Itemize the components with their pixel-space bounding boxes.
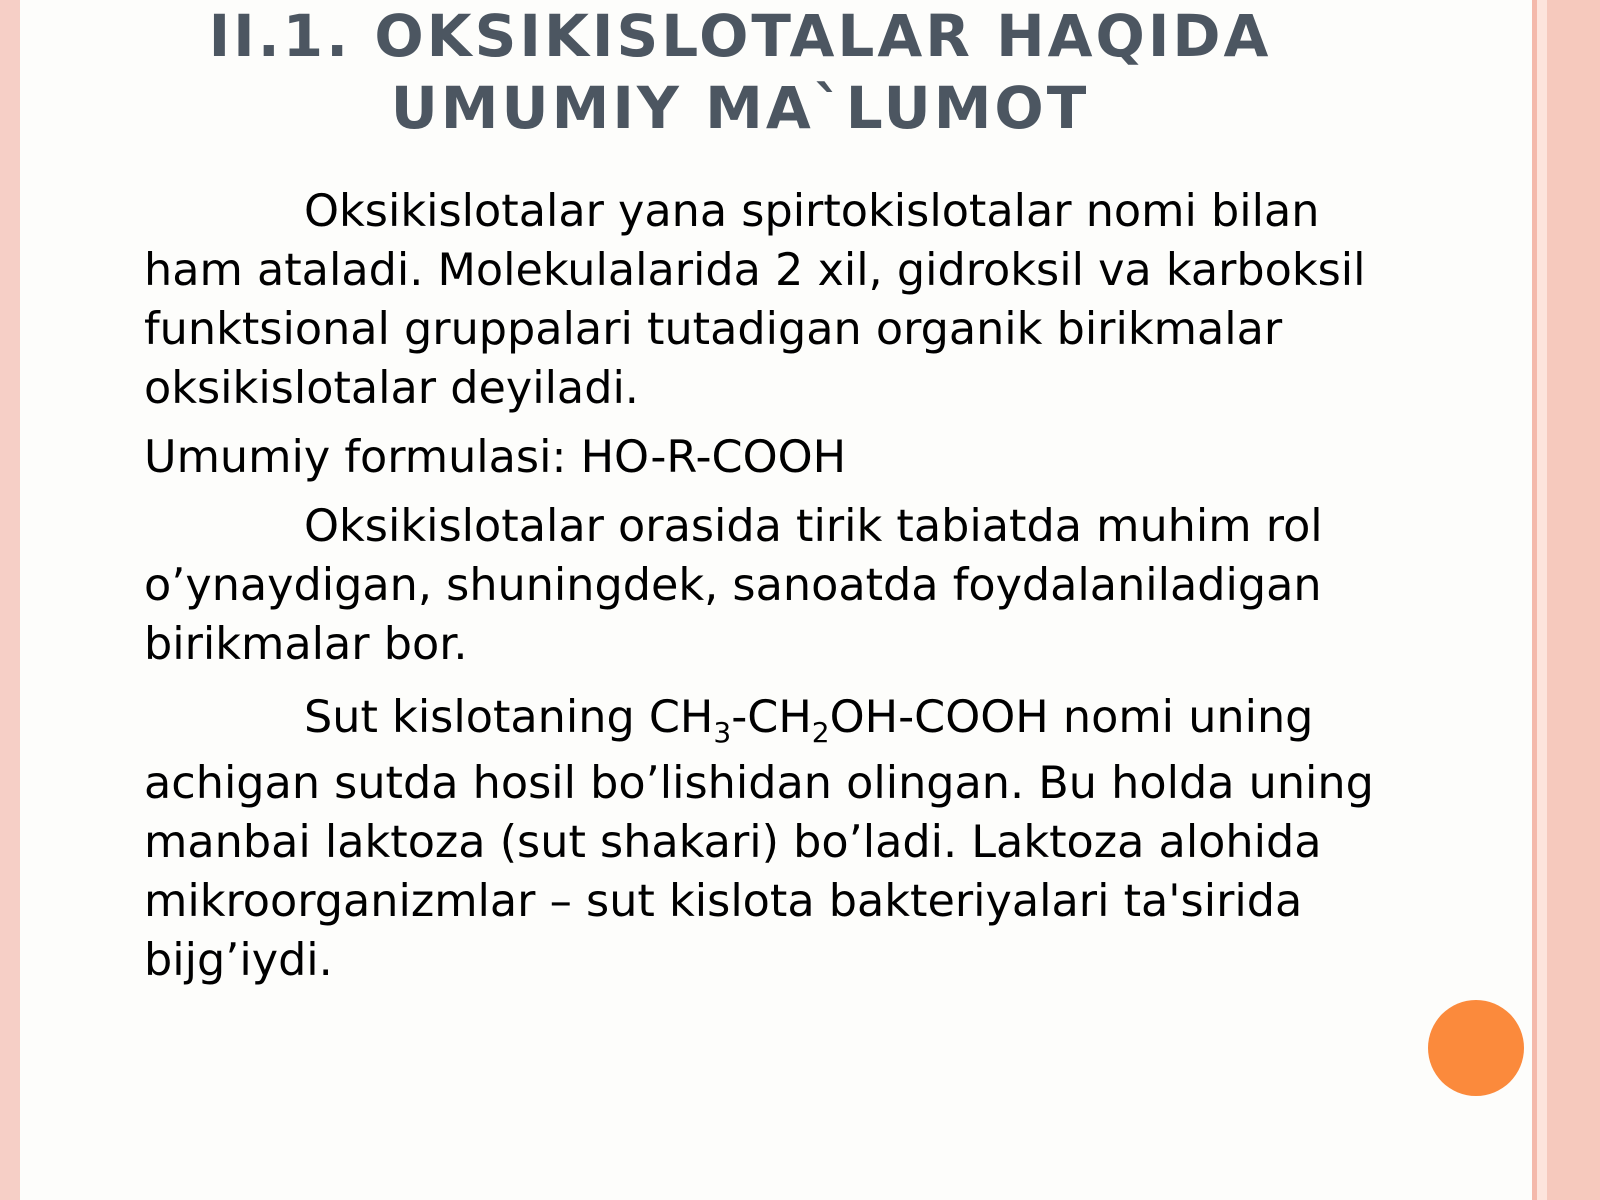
right-border-inner-stripe [1537, 0, 1547, 1200]
paragraph-lactic-acid [144, 682, 1384, 990]
paragraph-importance [144, 497, 1384, 674]
slide-body [144, 182, 1384, 990]
paragraph-definition-text: Oksikislotalar yana spirtokislotalar nomi bilan ham ataladi. Molekulalarida 2 xil, gidroksil va karboksil funktsional gruppalari tutadigan organik birikmalar oksikislotalar deyiladi. [144, 186, 1366, 414]
paragraph-definition [144, 182, 1384, 418]
lactic-acid-first-line [144, 682, 1384, 754]
slide-title-line-2: UMUMIY MA`LUMOT [390, 74, 1090, 142]
lactic-acid-rest-text: achigan sutda hosil bo’lishidan olingan. Bu holda uning manbai laktoza (sut shakari) bo’ladi. Laktoza alohida mikroorganizmlar – sut kislota bakteriyalari ta'sirida bijg’iydi. [144, 758, 1374, 986]
subscript-3: 3 [713, 716, 732, 749]
lactic-acid-text-1: Sut kislotaning CH [304, 692, 714, 743]
slide-title [150, 0, 1330, 144]
slide-title-line-1: II.1. OKSIKISLOTALAR HAQIDA [208, 2, 1272, 70]
orange-circle-decoration [1428, 1000, 1524, 1096]
paragraph-formula: Umumiy formulasi: HO-R-COOH [144, 432, 847, 483]
paragraph-importance-text: Oksikislotalar orasida tirik tabiatda muhim rol o’ynaydigan, shuningdek, sanoatda foydalaniladigan birikmalar bor. [144, 501, 1323, 670]
lactic-acid-text-3: OH-COOH nomi uning [829, 692, 1314, 743]
lactic-acid-text-2: -CH [731, 692, 812, 743]
subscript-2: 2 [811, 716, 830, 749]
left-border-decoration [0, 0, 20, 1200]
